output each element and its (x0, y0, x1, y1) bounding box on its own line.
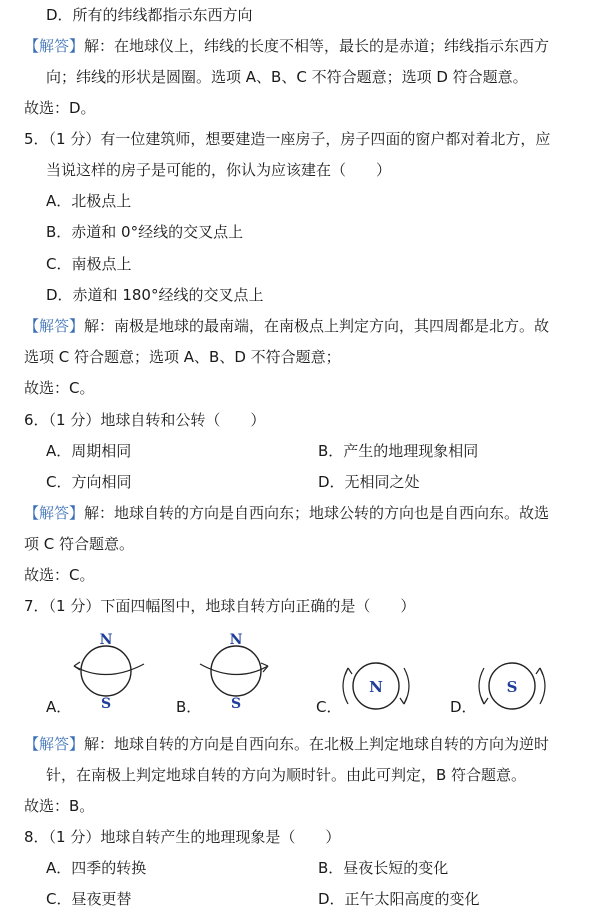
q7-figure-d (472, 650, 552, 720)
south-pole-label: S (100, 696, 112, 710)
q7-figure-d-label: D． (450, 698, 477, 716)
q7-choice: 故选：B。 (24, 797, 95, 815)
prev-choice: 故选：D。 (24, 99, 96, 117)
q5-option-a: A．北极点上 (46, 192, 132, 210)
south-pole-label: S (506, 678, 518, 696)
q8-option-d: D．正午太阳高度的变化 (318, 890, 480, 908)
q6-option-d: D．无相同之处 (318, 473, 420, 491)
q7-figure-a (66, 628, 156, 710)
answer-tag: 【解答】 (24, 37, 85, 55)
q7-figure-b-label: B． (176, 698, 202, 716)
q8-option-b: B．昼夜长短的变化 (318, 859, 449, 877)
q5-stem-line-1: 5．（1 分）有一位建筑师，想要建造一座房子，房子四面的窗户都对着北方，应 (24, 130, 551, 148)
q6-stem: 6．（1 分）地球自转和公转（ ） (24, 411, 266, 429)
arrow-up-icon (345, 668, 352, 675)
rotation-path (200, 664, 268, 675)
q5-option-c: C．南极点上 (46, 255, 132, 273)
arrow-up-icon (536, 668, 543, 675)
q5-analysis-line-1: 【解答】解：南极是地球的最南端，在南极点上判定方向，其四周都是北方。故 (24, 317, 550, 335)
q5-choice: 故选：C。 (24, 379, 95, 397)
answer-tag: 【解答】 (24, 504, 85, 522)
q6-option-b: B．产生的地理现象相同 (318, 442, 479, 460)
answer-tag: 【解答】 (24, 735, 85, 753)
prev-analysis-line-1: 【解答】解：在地球仪上，纬线的长度不相等，最长的是赤道；纬线指示东西方 (24, 37, 550, 55)
globe-icon (81, 646, 131, 696)
q7-figure-b (196, 628, 286, 710)
arrow-down-icon (481, 697, 488, 704)
q6-option-c: C．方向相同 (46, 473, 132, 491)
q6-analysis-line-2: 项 C 符合题意。 (24, 535, 135, 553)
arrow-down-icon (400, 697, 407, 704)
q7-stem: 7．（1 分）下面四幅图中，地球自转方向正确的是（ ） (24, 597, 416, 615)
q6-analysis-line-1: 【解答】解：地球自转的方向是自西向东；地球公转的方向也是自西向东。故选 (24, 504, 550, 522)
q7-analysis-line-2: 针，在南极上判定地球自转的方向为顺时针。由此可判定，B 符合题意。 (46, 766, 527, 784)
q5-option-d: D．赤道和 180°经线的交叉点上 (46, 286, 264, 304)
q5-stem-line-2: 当说这样的房子是可能的，你认为应该建在（ ） (46, 161, 392, 179)
globe-icon (211, 646, 261, 696)
answer-tag: 【解答】 (24, 317, 85, 335)
prev-analysis-line-2: 向；纬线的形状是圆圈。选项 A、B、C 不符合题意；选项 D 符合题意。 (46, 68, 528, 86)
q8-option-c: C．昼夜更替 (46, 890, 132, 908)
q8-option-a: A．四季的转换 (46, 859, 147, 877)
north-pole-label: N (229, 632, 243, 648)
north-pole-label: N (99, 632, 113, 648)
q7-figure-c (336, 650, 416, 720)
north-pole-label: N (369, 678, 383, 696)
q7-figure-a-label: A． (46, 698, 72, 716)
q8-stem: 8．（1 分）地球自转产生的地理现象是（ ） (24, 828, 341, 846)
q5-analysis-line-2: 选项 C 符合题意；选项 A、B、D 不符合题意； (24, 348, 341, 366)
q5-option-b: B．赤道和 0°经线的交叉点上 (46, 223, 244, 241)
q7-figure-c-label: C． (316, 698, 342, 716)
q6-choice: 故选：C。 (24, 566, 95, 584)
q7-analysis-line-1: 【解答】解：地球自转的方向是自西向东。在北极上判定地球自转的方向为逆时 (24, 735, 550, 753)
south-pole-label: S (230, 696, 242, 710)
q6-option-a: A．周期相同 (46, 442, 132, 460)
prev-option-d: D．所有的纬线都指示东西方向 (46, 6, 253, 24)
rotation-path (74, 664, 144, 675)
arrow-left-icon (74, 662, 80, 670)
